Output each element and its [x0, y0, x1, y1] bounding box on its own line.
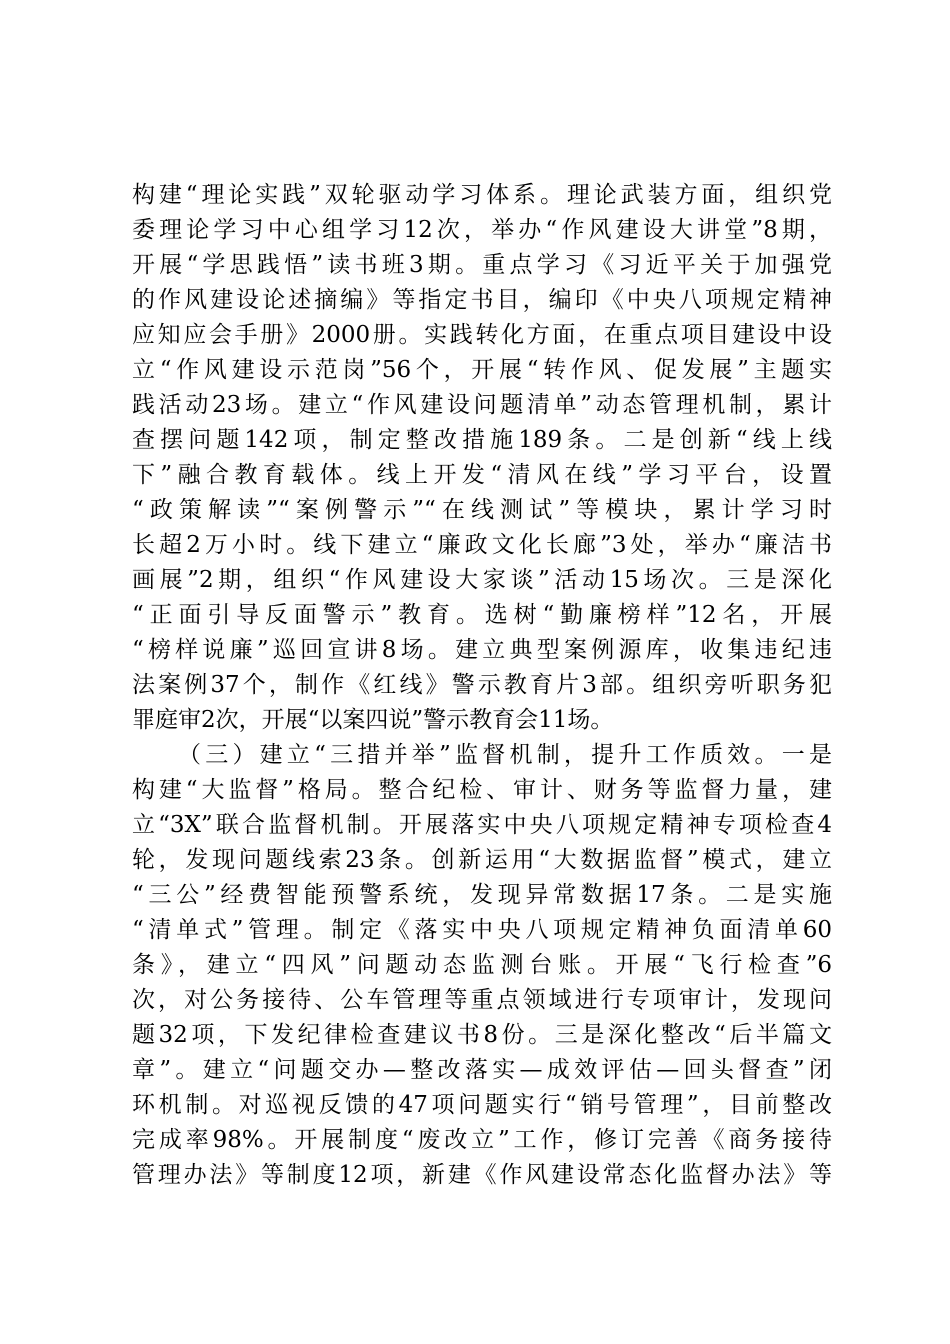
text-line: 应知应会手册》2000册。实践转化方面，在重点项目建设中设: [132, 322, 832, 348]
text-line: 管理办法》等制度12项，新建《作风建设常态化监督办法》等: [132, 1162, 832, 1188]
text-line: “三公”经费智能预警系统，发现异常数据17条。二是实施: [132, 882, 832, 908]
text-line: “正面引导反面警示”教育。选树“勤廉榜样”12名，开展: [132, 602, 832, 628]
text-line: 立“作风建设示范岗”56个，开展“转作风、促发展”主题实: [132, 357, 832, 383]
text-line: “清单式”管理。制定《落实中央八项规定精神负面清单60: [132, 917, 832, 943]
text-line: 委理论学习中心组学习12次，举办“作风建设大讲堂”8期，: [132, 217, 832, 243]
text-line: 的作风建设论述摘编》等指定书目，编印《中央八项规定精神: [132, 287, 832, 313]
text-line: 开展“学思践悟”读书班3期。重点学习《习近平关于加强党: [132, 252, 832, 278]
text-line: 章”。建立“问题交办—整改落实—成效评估—回头督查”闭: [132, 1057, 832, 1083]
text-line: 次，对公务接待、公车管理等重点领域进行专项审计，发现问: [132, 987, 832, 1013]
text-line: “榜样说廉”巡回宣讲8场。建立典型案例源库，收集违纪违: [132, 637, 832, 663]
text-line: 画展”2期，组织“作风建设大家谈”活动15场次。三是深化: [132, 567, 832, 593]
text-line: 构建“理论实践”双轮驱动学习体系。理论武装方面，组织党: [132, 182, 832, 208]
text-line: 法案例37个，制作《红线》警示教育片3部。组织旁听职务犯: [132, 672, 832, 698]
text-line: 践活动23场。建立“作风建设问题清单”动态管理机制，累计: [132, 392, 832, 418]
text-line: 罪庭审2次，开展“以案四说”警示教育会11场。: [132, 707, 614, 733]
text-line: 长超2万小时。线下建立“廉政文化长廊”3处，举办“廉洁书: [132, 532, 832, 558]
text-line: 查摆问题142项，制定整改措施189条。二是创新“线上线: [132, 427, 832, 453]
text-line: 轮，发现问题线索23条。创新运用“大数据监督”模式，建立: [132, 847, 832, 873]
text-line: 环机制。对巡视反馈的47项问题实行“销号管理”，目前整改: [132, 1092, 832, 1118]
text-line: 完成率98%。开展制度“废改立”工作，修订完善《商务接待: [132, 1127, 832, 1153]
text-line: “政策解读”“案例警示”“在线测试”等模块，累计学习时: [132, 497, 832, 523]
text-line: 题32项，下发纪律检查建议书8份。三是深化整改“后半篇文: [132, 1022, 832, 1048]
text-line: 构建“大监督”格局。整合纪检、审计、财务等监督力量，建: [132, 777, 832, 803]
text-line: 立“3X”联合监督机制。开展落实中央八项规定精神专项检查4: [132, 812, 832, 838]
text-line: 条》，建立“四风”问题动态监测台账。开展“飞行检查”6: [132, 952, 832, 978]
section-heading-line: （三）建立“三措并举”监督机制，提升工作质效。一是: [178, 742, 832, 768]
text-line: 下”融合教育载体。线上开发“清风在线”学习平台，设置: [132, 462, 832, 488]
